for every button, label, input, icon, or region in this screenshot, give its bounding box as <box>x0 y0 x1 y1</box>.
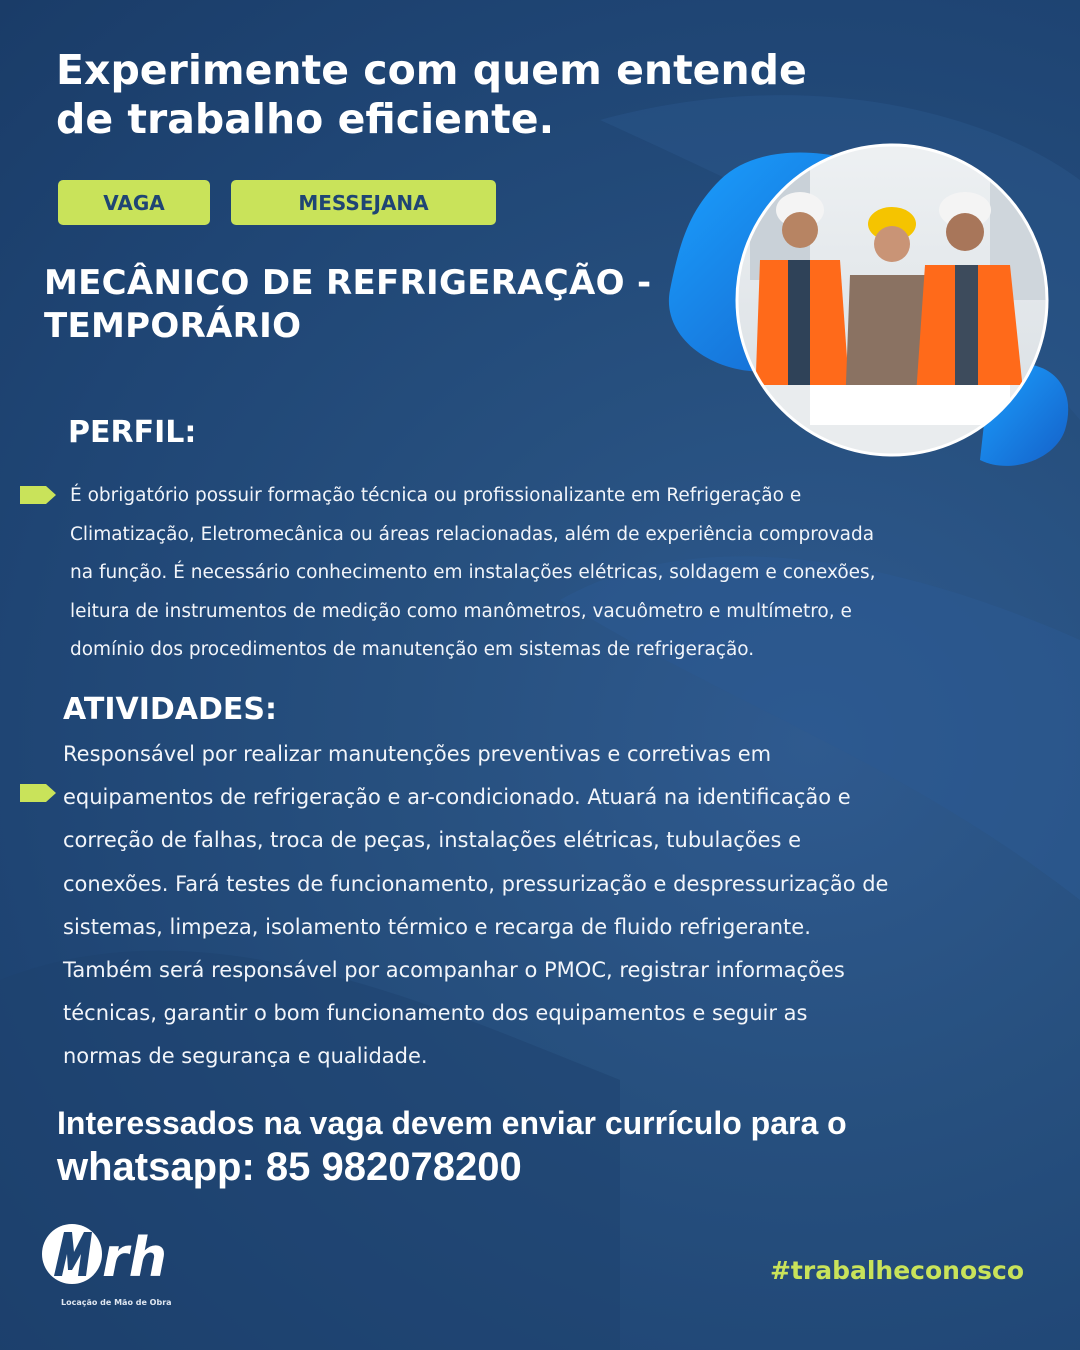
perfil-line: domínio dos procedimentos de manutenção em sistemas de refrigeração. <box>70 639 755 660</box>
atividades-line: correção de falhas, troca de peças, instalações elétricas, tubulações e <box>63 828 802 853</box>
perfil-line: na função. É necessário conhecimento em instalações elétricas, soldagem e conexões, <box>70 562 876 583</box>
construction-workers-photo <box>660 140 1080 480</box>
atividades-heading: ATIVIDADES: <box>63 692 278 727</box>
perfil-line: leitura de instrumentos de medição como manômetros, vacuômetro e multímetro, e <box>70 600 852 622</box>
perfil-line: Climatização, Eletromecânica ou áreas relacionadas, além de experiência comprovada <box>70 523 875 545</box>
hashtag: #trabalheconosco <box>769 1256 1024 1285</box>
perfil-line: É obrigatório possuir formação técnica ou profissionalizante em Refrigeração e <box>70 485 802 506</box>
atividades-text <box>63 733 1023 1079</box>
atividades-line: sistemas, limpeza, isolamento térmico e recarga de fluido refrigerante. <box>63 914 811 939</box>
headline <box>56 46 956 144</box>
job-title <box>44 262 744 347</box>
atividades-line: normas de segurança e qualidade. <box>63 1044 428 1069</box>
headline-line-2: de trabalho eficiente. <box>56 95 555 144</box>
svg-text:rh: rh <box>102 1226 168 1289</box>
arrow-tag-icon <box>20 784 56 802</box>
atividades-line: Também será responsável por acompanhar o PMOC, registrar informações <box>63 958 845 983</box>
perfil-text <box>70 477 1020 670</box>
mrh-logo <box>40 1218 200 1293</box>
atividades-line: Responsável por realizar manutenções preventivas e corretivas em <box>63 742 772 766</box>
cta-text: Interessados na vaga devem enviar currículo para o <box>57 1105 847 1141</box>
atividades-line: equipamentos de refrigeração e ar-condicionado. Atuará na identificação e <box>63 785 851 810</box>
whatsapp-contact: whatsapp: 85 982078200 <box>57 1145 522 1189</box>
headline-line-1: Experimente com quem entende <box>56 46 807 94</box>
job-title-line-1: MECÂNICO DE REFRIGERAÇÃO - <box>44 263 652 303</box>
job-title-line-2: TEMPORÁRIO <box>44 305 302 346</box>
atividades-line: conexões. Fará testes de funcionamento, pressurização e despressurização de <box>63 871 889 896</box>
arrow-tag-icon <box>20 486 56 504</box>
logo-subtitle: Locação de Mão de Obra <box>61 1298 172 1307</box>
perfil-heading: PERFIL: <box>68 415 197 450</box>
location-tag: MESSEJANA <box>231 180 496 225</box>
vaga-tag: VAGA <box>58 180 210 225</box>
atividades-line: técnicas, garantir o bom funcionamento dos equipamentos e seguir as <box>63 1001 808 1026</box>
